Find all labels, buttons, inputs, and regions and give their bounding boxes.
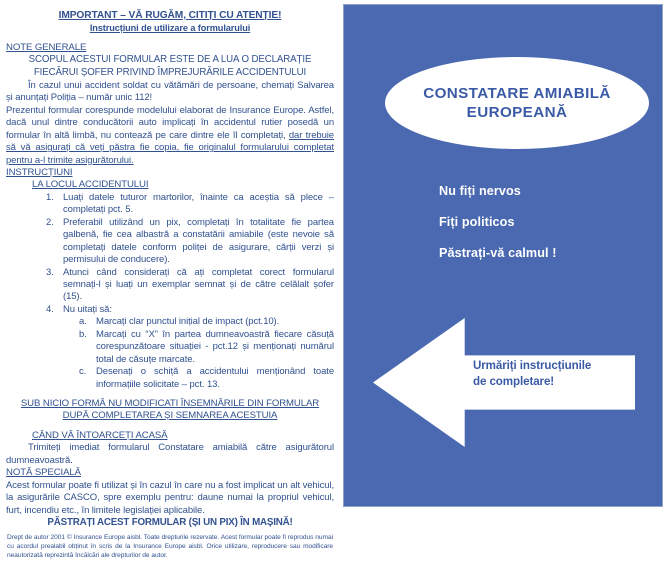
sub-list-item [6, 316, 334, 328]
list-item [6, 267, 334, 304]
paragraph-model-plain: Prezentul formular corespunde modelului elaborat de Insurance Europe. Astfel, dacă unul dintre conducătorii auto implicați în accidentul rutier posedă un formular în altă limbă, nu contează pe care dintre ele îl completați, [6, 104, 334, 141]
sub-list-marker: c. [79, 366, 87, 378]
paragraph-when-home: Trimiteți imediat formularul Constatare amiabilă către asigurătorul dumneavoastră. [6, 442, 334, 466]
list-text: Atunci când considerați că ați completat corect formularul semnați-l și luați un exemplar semnat și de către celălalt șofer (15). [63, 266, 334, 303]
list-marker: 1. [46, 191, 54, 203]
keep-in-car-notice: PĂSTRAȚI ACEST FORMULAR (ȘI UN PIX) ÎN MAȘINĂ! [47, 517, 293, 528]
list-text: Luați datele tuturor martorilor, înainte ca aceștia să plece – completați pct. 5. [63, 191, 334, 216]
list-item [6, 217, 334, 267]
list-marker: 2. [46, 216, 54, 228]
sub-list-text: Marcați clar punctul inițial de impact (pct.10). [96, 316, 280, 328]
slogan-be-polite: Fiți politicos [439, 215, 515, 229]
slogan-stay-calm: Păstrați-vă calmul ! [439, 246, 557, 260]
list-marker: 3. [46, 266, 54, 278]
document-title-line1: IMPORTANT – VĂ RUGĂM, CITIȚI CU ATENȚIE! [58, 10, 282, 21]
arrow-callout-text [473, 358, 633, 390]
heading-when-home: CÂND VĂ ÎNTOARCEȚI ACASĂ [32, 429, 168, 441]
copyright-notice: Drept de autor 2001 © Insurance Europe aisbl. Toate drepturile rezervate. Acest formular poate fi reprodus numai cu acordul prealabil obținut în scris de la Insurance Europe aisbl. Orice utilizare, reproducere sau modificare neautorizată reprezintă încălcări ale drepturilor de autor. [7, 533, 333, 560]
spacer [6, 423, 334, 430]
sub-list-text: Desenați o schiță a accidentului menționând toate informațiile solicitate – pct. 13. [96, 366, 334, 390]
sub-list-text: Marcați cu “X” în partea dumneavoastră fiecare căsuță corespunzătoare situației - pct.12 și menționați numărul total de căsuțe marcate. [96, 328, 334, 365]
heading-general-notes: NOTE GENERALE [6, 41, 87, 53]
list-item [6, 192, 334, 217]
warning-line1: SUB NICIO FORMĂ NU MODIFICATI ÎNSEMNĂRILE DIN FORMULAR [20, 397, 320, 409]
logo-title-line2: EUROPEANĂ [466, 104, 568, 121]
paragraph-emergency: În cazul unui accident soldat cu vătămări de persoane, chemați Salvarea și anunțați Poliția – număr unic 112! [6, 79, 334, 104]
purpose-line2: FIECĂRUI ȘOFER PRIVIND ÎMPREJURĂRILE ACCIDENTULUI [33, 67, 307, 79]
sub-list-item [6, 366, 334, 391]
arrow-text-line1: Urmăriți instrucțiunile [473, 359, 592, 372]
list-text: Nu uitați să: [63, 303, 112, 315]
left-arrow-callout [373, 318, 635, 447]
purpose-line1: SCOPUL ACESTUI FORMULAR ESTE DE A LUA O DECLARAȚIE [28, 54, 312, 66]
list-text: Preferabil utilizând un pix, completați în totalitate fie partea galbenă, fie cea albastră a constatării amiabile (este nevoie să completați datele conform poliței de asigurare, cărții verzi și permisului de conducere). [63, 216, 334, 266]
paragraph-model [6, 105, 334, 167]
list-marker: 4. [46, 303, 54, 315]
instruction-list [6, 192, 334, 391]
spacer [6, 391, 334, 398]
heading-special-note: NOTĂ SPECIALĂ [6, 467, 81, 479]
logo-ellipse [385, 57, 649, 149]
slogan-dont-be-nervous: Nu fiți nervos [439, 184, 521, 198]
heading-at-scene: LA LOCUL ACCIDENTULUI [32, 179, 149, 191]
blue-cover-panel [343, 4, 663, 507]
paragraph-special-note: Acest formular poate fi utilizat și în cazul în care nu a fost implicat un alt vehicul, la asigurările CASCO, spre exemplu pentru: daune numai la propriul vehicul, furt, incendiu etc., în limitele legislației aplicabile. [6, 479, 334, 516]
paragraph-model-underlined: dar trebuie să vă asigurați că veți păstra fie copia, fie originalul formularului completat pentru a-l trimite asigurătorului. [6, 129, 334, 166]
warning-line2: DUPĂ COMPLETAREA ȘI SEMNAREA ACESTUIA [62, 410, 278, 422]
document-title-line2: Instrucțiuni de utilizare a formularului [89, 23, 251, 34]
heading-instructions: INSTRUCȚIUNI [6, 167, 73, 178]
arrow-text-line2: de completare! [473, 374, 555, 388]
sub-list-marker: b. [79, 328, 87, 340]
sub-list-item [6, 329, 334, 366]
list-item [6, 304, 334, 316]
logo-title-line1: CONSTATARE AMIABILĂ [423, 84, 611, 102]
sub-list-marker: a. [79, 316, 87, 328]
spacer [6, 35, 334, 42]
